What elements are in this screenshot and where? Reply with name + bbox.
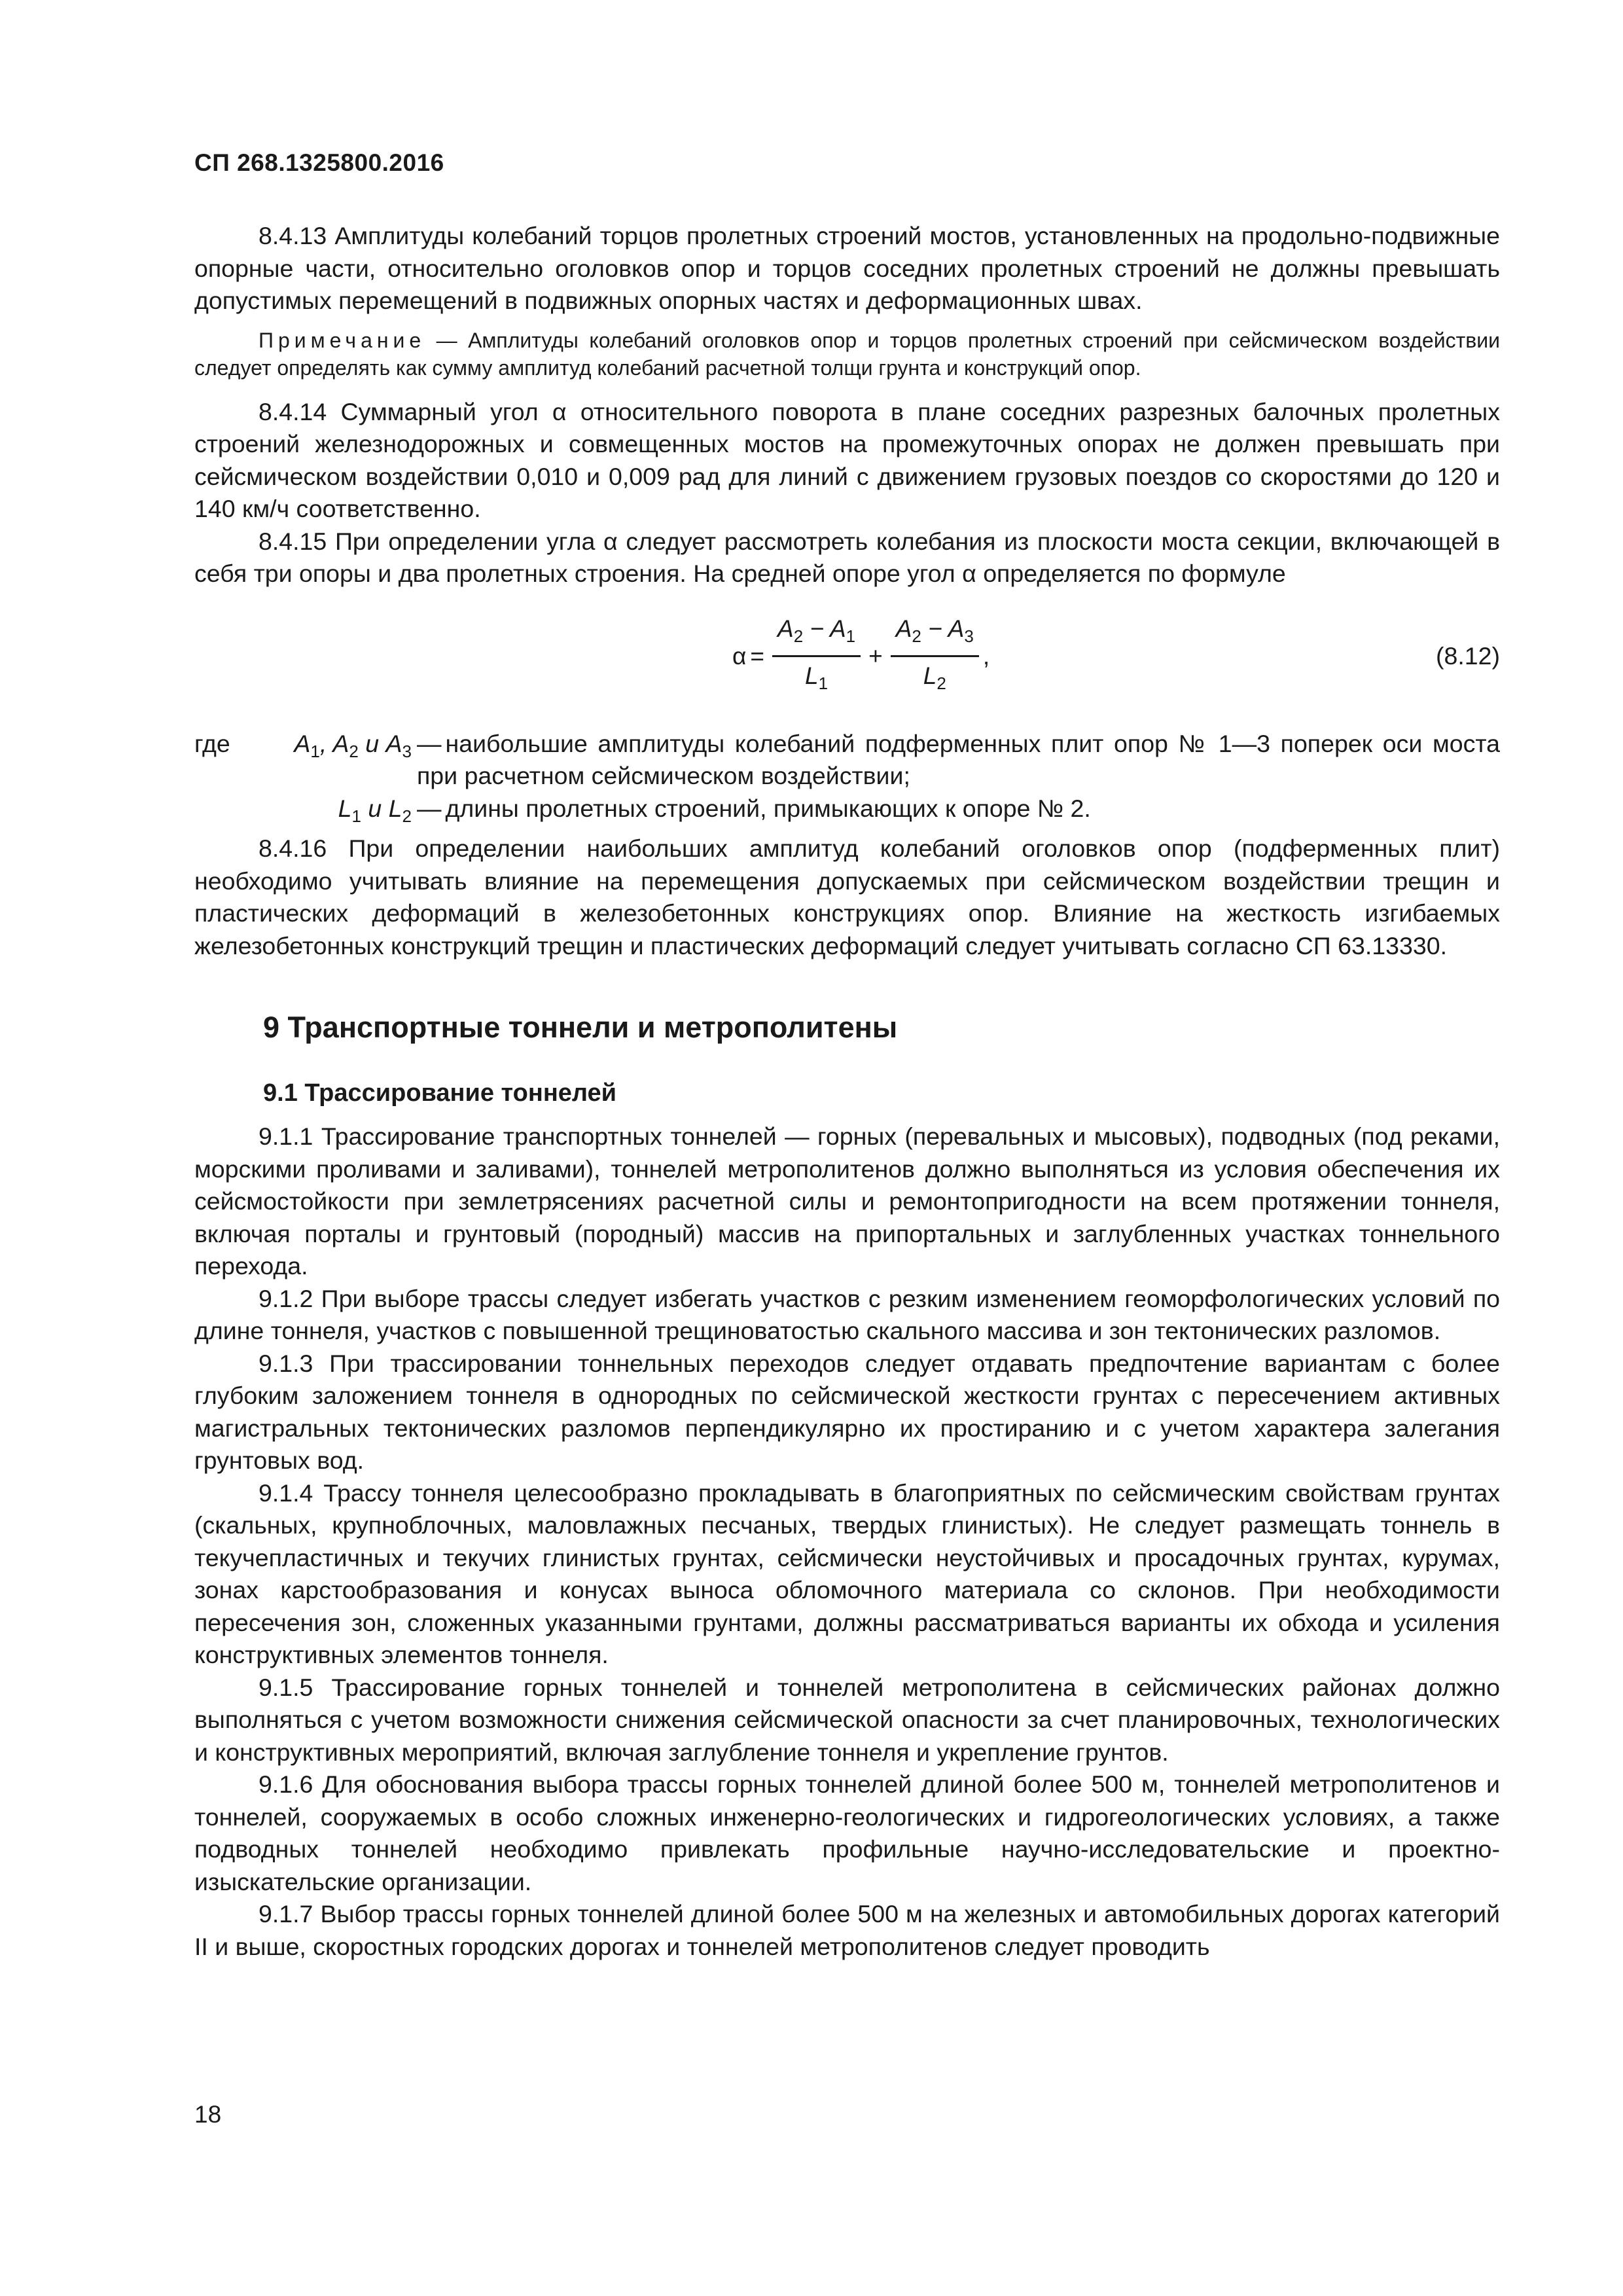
where-word: где — [194, 729, 230, 757]
where-definitions — [194, 728, 1500, 833]
definition-2-text: — длины пролетных строений, примыкающих к опоре № 2. — [417, 794, 1091, 822]
note-text: — Амплитуды колебаний оголовков опор и торцов пролетных строений при сейсмическом воздействии следует определять как сумму амплитуд колебаний расчетной толщи грунта и конструкций опор. — [194, 328, 1500, 380]
paragraph-9-1-6: 9.1.6 Для обоснования выбора трассы горных тоннелей длиной более 500 м, тоннелей метрополитенов и тоннелей, сооружаемых в особо сложных инженерно-геологических и гидрогеологических условиях, а также подводных тоннелей необходимо привлекать профильные научно-исследовательские и проектно-изыскательские организации. — [194, 1770, 1500, 1895]
subsection-title: 9.1 Трассирование тоннелей — [263, 1079, 617, 1107]
formula-comma: , — [982, 642, 990, 670]
fraction-2 — [891, 613, 979, 700]
definition-2-symbols: $L_1$ и $L_2$ — [338, 794, 412, 826]
paragraph-9-1-5: 9.1.5 Трассирование горных тоннелей и тоннелей метрополитена в сейсмических районах должно выполняться с учетом возможности снижения сейсмической опасности за счет планировочных, технологических и конструктивных мероприятий, включая заглубление тоннеля и укрепление грунтов. — [194, 1673, 1500, 1766]
fraction-1 — [772, 613, 861, 700]
formula-8-12 — [194, 607, 1500, 706]
paragraph-8-4-15: 8.4.15 При определении угла α следует рассмотреть колебания из плоскости моста секции, включающей в себя три опоры и два пролетных строения. На средней опоре угол α определяется по формуле — [194, 527, 1500, 587]
paragraph-9-1-1: 9.1.1 Трассирование транспортных тоннелей — горных (перевальных и мысовых), подводных (под реками, морскими проливами и заливами), тоннелей метрополитенов должно выполняться из условия обеспечения их сейсмостойкости при землетрясениях расчетной силы и ремонтопригодности на всем протяжении тоннеля, включая порталы и грунтовый (породный) массив на припортальных и заглубленных участках тоннельного перехода. — [194, 1122, 1500, 1280]
formula-expression — [732, 607, 990, 706]
paragraph-9-1-3: 9.1.3 При трассировании тоннельных переходов следует отдавать предпочтение вариантам с более глубоким заложением тоннеля в однородных по сейсмической жесткости грунтах с пересечением активных магистральных тектонических разломов перпендикулярно их простиранию и с учетом характера залегания грунтовых вод. — [194, 1349, 1500, 1474]
paragraph-9-1-4: 9.1.4 Трассу тоннеля целесообразно прокладывать в благоприятных по сейсмическим свойствам грунтах (скальных, крупноблочных, маловлажных песчаных, твердых глинистых). Не следует размещать тоннель в текучепластичных и текучих глинистых грунтах, сейсмически неустойчивых и просадочных грунтах, курумах, зонах карстообразования и конусах выноса обломочного материала со склонов. При необходимости пересечения зон, сложенных указанными грунтами, должны рассматриваться варианты их обхода и усиления конструктивных элементов тоннеля. — [194, 1479, 1500, 1668]
fraction-1-numerator: $A_2 - A_1$ — [772, 613, 861, 658]
fraction-2-denominator: $L_2$ — [923, 662, 946, 693]
formula-equals: = — [750, 642, 764, 670]
formula-plus: + — [868, 642, 883, 670]
paragraph-9-1-2: 9.1.2 При выборе трассы следует избегать участков с резким изменением геоморфологических условий по длине тоннеля, участков с повышенной трещиноватостью скального массива и зон тектонических разломов. — [194, 1284, 1500, 1344]
formula-number: (8.12) — [1436, 641, 1500, 670]
fraction-1-denominator: $L_1$ — [805, 662, 829, 693]
paragraph-8-4-14: 8.4.14 Суммарный угол α относительного поворота в плане соседних разрезных балочных пролетных строений железнодорожных и совмещенных мостов на промежуточных опорах не должен превышать при сейсмическом воздействии 0,010 и 0,009 рад для линий с движением грузовых поездов со скоростями до 120 и 140 км/ч соответственно. — [194, 397, 1500, 522]
definition-1-symbols: где $A_1$, $A_2$ и $A_3$ — [194, 728, 417, 793]
formula-alpha: α — [732, 642, 747, 670]
section-title: 9 Транспортные тоннели и метрополитены — [263, 1011, 898, 1044]
paragraph-9-1-7: 9.1.7 Выбор трассы горных тоннелей длиной более 500 м на железных и автомобильных дорогах категорий II и выше, скоростных городских дорогах и тоннелей метрополитенов следует проводить — [194, 1900, 1500, 1960]
note — [194, 327, 1500, 382]
paragraph-8-4-16: 8.4.16 При определении наибольших амплитуд колебаний оголовков опор (подферменных плит) необходимо учитывать влияние на перемещения допускаемых при сейсмическом воздействии трещин и пластических деформаций в железобетонных конструкциях опор. Влияние на жесткость изгибаемых железобетонных конструкций трещин и пластических деформаций следует учитывать согласно СП 63.13330. — [194, 834, 1500, 960]
paragraph-8-4-13: 8.4.13 Амплитуды колебаний торцов пролетных строений мостов, установленных на продольно-подвижные опорные части, относительно оголовков опор и торцов соседних пролетных строений не должны превышать допустимых перемещений в подвижных опорных частях и деформационных швах. — [194, 222, 1500, 314]
note-label: Примечание — [259, 328, 426, 352]
fraction-2-numerator: $A_2 - A_3$ — [891, 613, 979, 658]
document-body — [194, 220, 1500, 1963]
document-code-header: СП 268.1325800.2016 — [194, 149, 444, 176]
page-number: 18 — [194, 2101, 222, 2128]
definition-1-text: — наибольшие амплитуды колебаний подферменных плит опор № 1—3 поперек оси моста при расчетном сейсмическом воздействии; — [417, 729, 1500, 789]
